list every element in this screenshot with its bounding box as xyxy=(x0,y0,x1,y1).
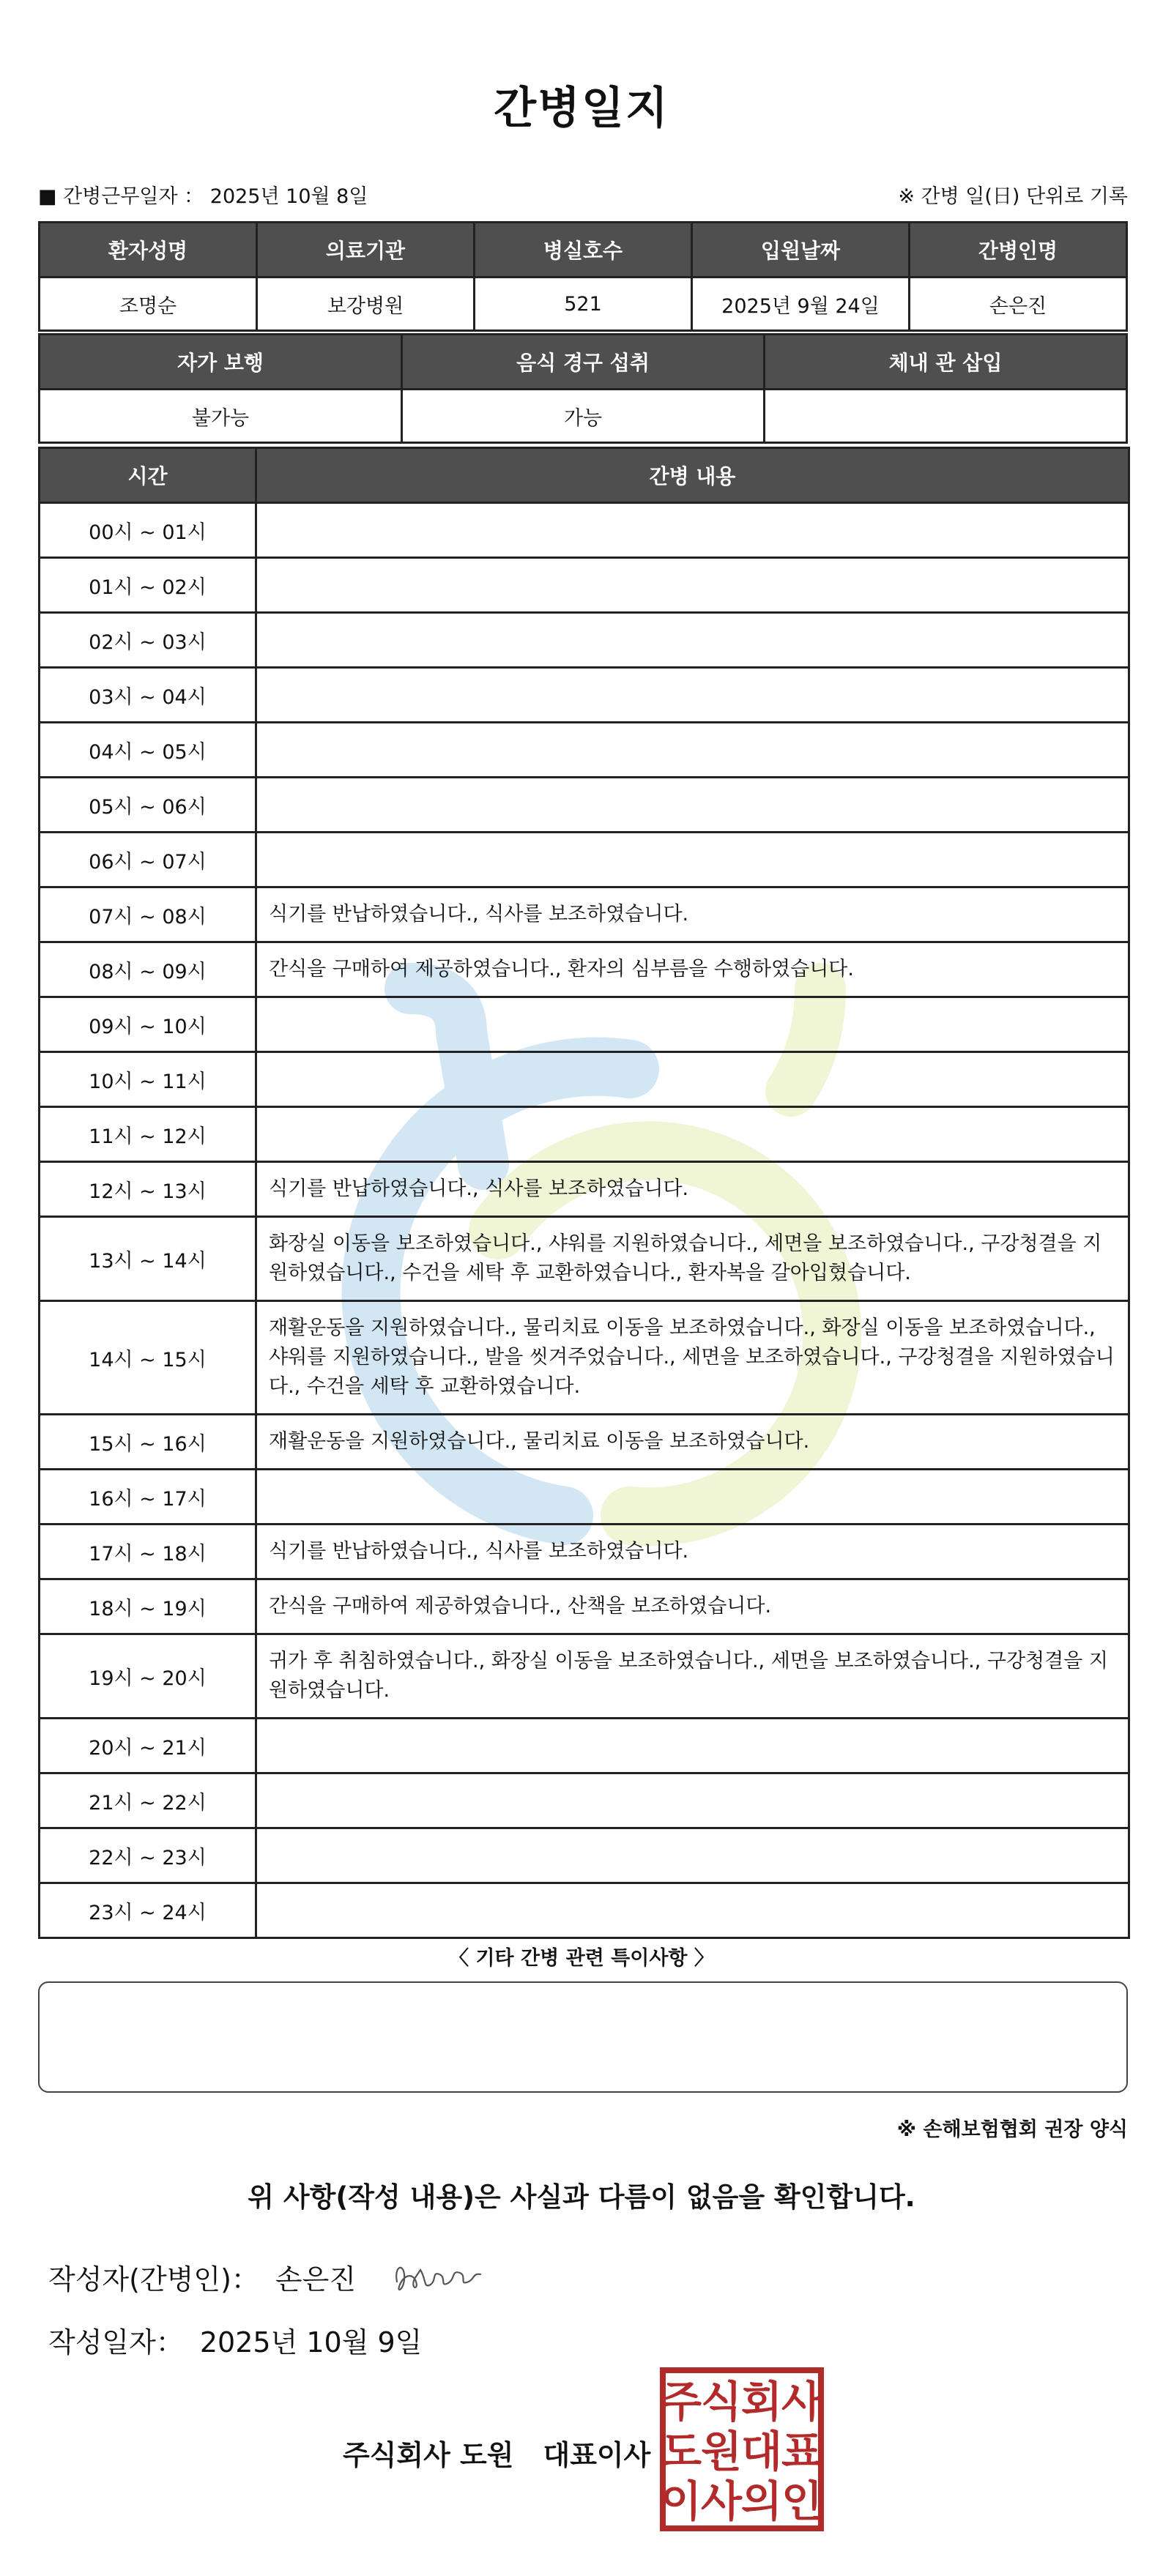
log-row xyxy=(40,942,1129,997)
log-time: 01시 ~ 02시 xyxy=(40,558,256,613)
log-row xyxy=(40,1773,1129,1828)
header-walking: 자가 보행 xyxy=(40,335,402,390)
log-row xyxy=(40,1525,1129,1579)
log-row xyxy=(40,1415,1129,1470)
walking-status: 불가능 xyxy=(40,390,402,443)
company-seal xyxy=(659,2367,825,2532)
log-row xyxy=(40,668,1129,723)
author-row xyxy=(48,2257,356,2297)
log-row xyxy=(40,558,1129,613)
log-row xyxy=(40,1301,1129,1415)
author-name: 손은진 xyxy=(275,2263,357,2296)
seal-glyph: 식 xyxy=(700,2377,743,2427)
form-note: ※ 손해보험협회 권장 양식 xyxy=(896,2118,1128,2141)
log-time: 20시 ~ 21시 xyxy=(40,1719,256,1773)
log-row xyxy=(40,1162,1129,1217)
log-content xyxy=(256,503,1129,558)
written-date-value: 2025년 10월 9일 xyxy=(199,2326,423,2359)
log-content: 간식을 구매하여 제공하였습니다., 산책을 보조하였습니다. xyxy=(256,1579,1129,1634)
log-content xyxy=(256,613,1129,668)
log-row xyxy=(40,1217,1129,1301)
care-log-table xyxy=(38,447,1130,1939)
log-time: 03시 ~ 04시 xyxy=(40,668,256,723)
log-content: 귀가 후 취침하였습니다., 화장실 이동을 보조하였습니다., 세면을 보조하였습니다., 구강청결을 지원하였습니다. xyxy=(256,1634,1129,1719)
company-block xyxy=(343,2432,650,2473)
page-title: 간병일지 xyxy=(494,83,669,134)
log-time: 11시 ~ 12시 xyxy=(40,1107,256,1162)
company-name: 주식회사 도원 xyxy=(343,2439,514,2471)
tube-insertion-status xyxy=(765,390,1127,443)
log-row xyxy=(40,1828,1129,1883)
header-oral-intake: 음식 경구 섭취 xyxy=(402,335,765,390)
patient-status-table xyxy=(38,333,1128,444)
log-content xyxy=(256,668,1129,723)
patient-name: 조명순 xyxy=(40,278,257,331)
log-time: 04시 ~ 05시 xyxy=(40,723,256,778)
seal-glyph: 도 xyxy=(660,2427,702,2476)
seal-glyph: 사 xyxy=(700,2476,743,2526)
log-content xyxy=(256,1107,1129,1162)
log-row xyxy=(40,833,1129,887)
log-content: 재활운동을 지원하였습니다., 물리치료 이동을 보조하였습니다., 화장실 이동을 보조하였습니다., 샤워를 지원하였습니다., 발을 씻겨주었습니다., 세면을 보조하였습니다., 구강청결을 지원하였습니다., 수건을 세탁 후 교환하였습니다. xyxy=(256,1301,1129,1415)
log-content xyxy=(256,1052,1129,1107)
log-time: 16시 ~ 17시 xyxy=(40,1470,256,1525)
seal-glyph: 대 xyxy=(740,2427,783,2476)
log-time: 21시 ~ 22시 xyxy=(40,1773,256,1828)
log-time: 22시 ~ 23시 xyxy=(40,1828,256,1883)
log-content xyxy=(256,997,1129,1052)
log-content xyxy=(256,558,1129,613)
oral-intake-status: 가능 xyxy=(402,390,765,443)
seal-glyph: 의 xyxy=(740,2476,783,2526)
confirmation-statement: 위 사항(작성 내용)은 사실과 다름이 없음을 확인합니다. xyxy=(248,2181,915,2213)
log-row xyxy=(40,723,1129,778)
log-row xyxy=(40,1883,1129,1938)
work-date-label: ■ 간병근무일자 ： xyxy=(38,185,204,208)
log-time: 08시 ~ 09시 xyxy=(40,942,256,997)
log-time: 10시 ~ 11시 xyxy=(40,1052,256,1107)
seal-glyph: 회 xyxy=(740,2377,783,2427)
log-time: 15시 ~ 16시 xyxy=(40,1415,256,1470)
log-content xyxy=(256,1828,1129,1883)
log-content: 간식을 구매하여 제공하였습니다., 환자의 심부름을 수행하였습니다. xyxy=(256,942,1129,997)
log-time: 09시 ~ 10시 xyxy=(40,997,256,1052)
header-care-content: 간병 내용 xyxy=(256,448,1129,503)
header-caregiver-name: 간병인명 xyxy=(910,223,1127,278)
header-patient-name: 환자성명 xyxy=(40,223,257,278)
log-time: 12시 ~ 13시 xyxy=(40,1162,256,1217)
seal-glyph: 주 xyxy=(660,2377,702,2427)
log-content: 식기를 반납하였습니다., 식사를 보조하였습니다. xyxy=(256,1525,1129,1579)
log-row xyxy=(40,1634,1129,1719)
seal-glyph: 이 xyxy=(660,2476,702,2526)
log-time: 23시 ~ 24시 xyxy=(40,1883,256,1938)
header-admission-date: 입원날짜 xyxy=(692,223,910,278)
log-row xyxy=(40,887,1129,942)
hospital: 보강병원 xyxy=(257,278,475,331)
log-content xyxy=(256,833,1129,887)
header-room: 병실호수 xyxy=(475,223,692,278)
patient-info-table xyxy=(38,221,1128,332)
work-date xyxy=(38,180,368,209)
log-row xyxy=(40,1719,1129,1773)
log-row xyxy=(40,997,1129,1052)
log-content xyxy=(256,1883,1129,1938)
written-date-label: 작성일자： xyxy=(48,2326,184,2359)
log-time: 18시 ~ 19시 xyxy=(40,1579,256,1634)
log-time: 02시 ~ 03시 xyxy=(40,613,256,668)
log-time: 06시 ~ 07시 xyxy=(40,833,256,887)
log-row xyxy=(40,778,1129,833)
log-content xyxy=(256,1719,1129,1773)
log-row xyxy=(40,1579,1129,1634)
log-time: 05시 ~ 06시 xyxy=(40,778,256,833)
remarks-title: 〈 기타 간병 관련 특이사항 〉 xyxy=(449,1947,714,1970)
log-time: 00시 ~ 01시 xyxy=(40,503,256,558)
log-time: 07시 ~ 08시 xyxy=(40,887,256,942)
log-time: 13시 ~ 14시 xyxy=(40,1217,256,1301)
log-content: 식기를 반납하였습니다., 식사를 보조하였습니다. xyxy=(256,887,1129,942)
log-row xyxy=(40,503,1129,558)
log-time: 14시 ~ 15시 xyxy=(40,1301,256,1415)
work-date-value: 2025년 10월 8일 xyxy=(209,185,368,208)
log-time: 17시 ~ 18시 xyxy=(40,1525,256,1579)
log-row xyxy=(40,1107,1129,1162)
log-time: 19시 ~ 20시 xyxy=(40,1634,256,1719)
seal-glyph: 인 xyxy=(781,2476,823,2526)
author-label: 작성자(간병인)： xyxy=(48,2263,259,2296)
log-content xyxy=(256,778,1129,833)
log-content: 식기를 반납하였습니다., 식사를 보조하였습니다. xyxy=(256,1162,1129,1217)
log-row xyxy=(40,1052,1129,1107)
handwritten-signature xyxy=(388,2252,491,2304)
log-row xyxy=(40,613,1129,668)
header-tube-insertion: 체내 관 삽입 xyxy=(765,335,1127,390)
seal-glyph: 표 xyxy=(781,2427,823,2476)
written-date-row xyxy=(48,2320,422,2360)
remarks-box xyxy=(38,1981,1128,2093)
log-content: 재활운동을 지원하였습니다., 물리치료 이동을 보조하였습니다. xyxy=(256,1415,1129,1470)
seal-glyph: 원 xyxy=(700,2427,743,2476)
unit-note: ※ 간병 일(日) 단위로 기록 xyxy=(898,185,1128,208)
header-time: 시간 xyxy=(40,448,256,503)
seal-glyph: 사 xyxy=(781,2377,823,2427)
log-row xyxy=(40,1470,1129,1525)
company-representative: 대표이사 xyxy=(543,2439,651,2471)
room-number: 521 xyxy=(475,278,692,331)
admission-date: 2025년 9월 24일 xyxy=(692,278,910,331)
log-content xyxy=(256,723,1129,778)
header-hospital: 의료기관 xyxy=(257,223,475,278)
log-content xyxy=(256,1773,1129,1828)
log-content xyxy=(256,1470,1129,1525)
caregiver-name: 손은진 xyxy=(910,278,1127,331)
log-content: 화장실 이동을 보조하였습니다., 샤워를 지원하였습니다., 세면을 보조하였습니다., 구강청결을 지원하였습니다., 수건을 세탁 후 교환하였습니다., 환자복을 갈아입혔습니다. xyxy=(256,1217,1129,1301)
